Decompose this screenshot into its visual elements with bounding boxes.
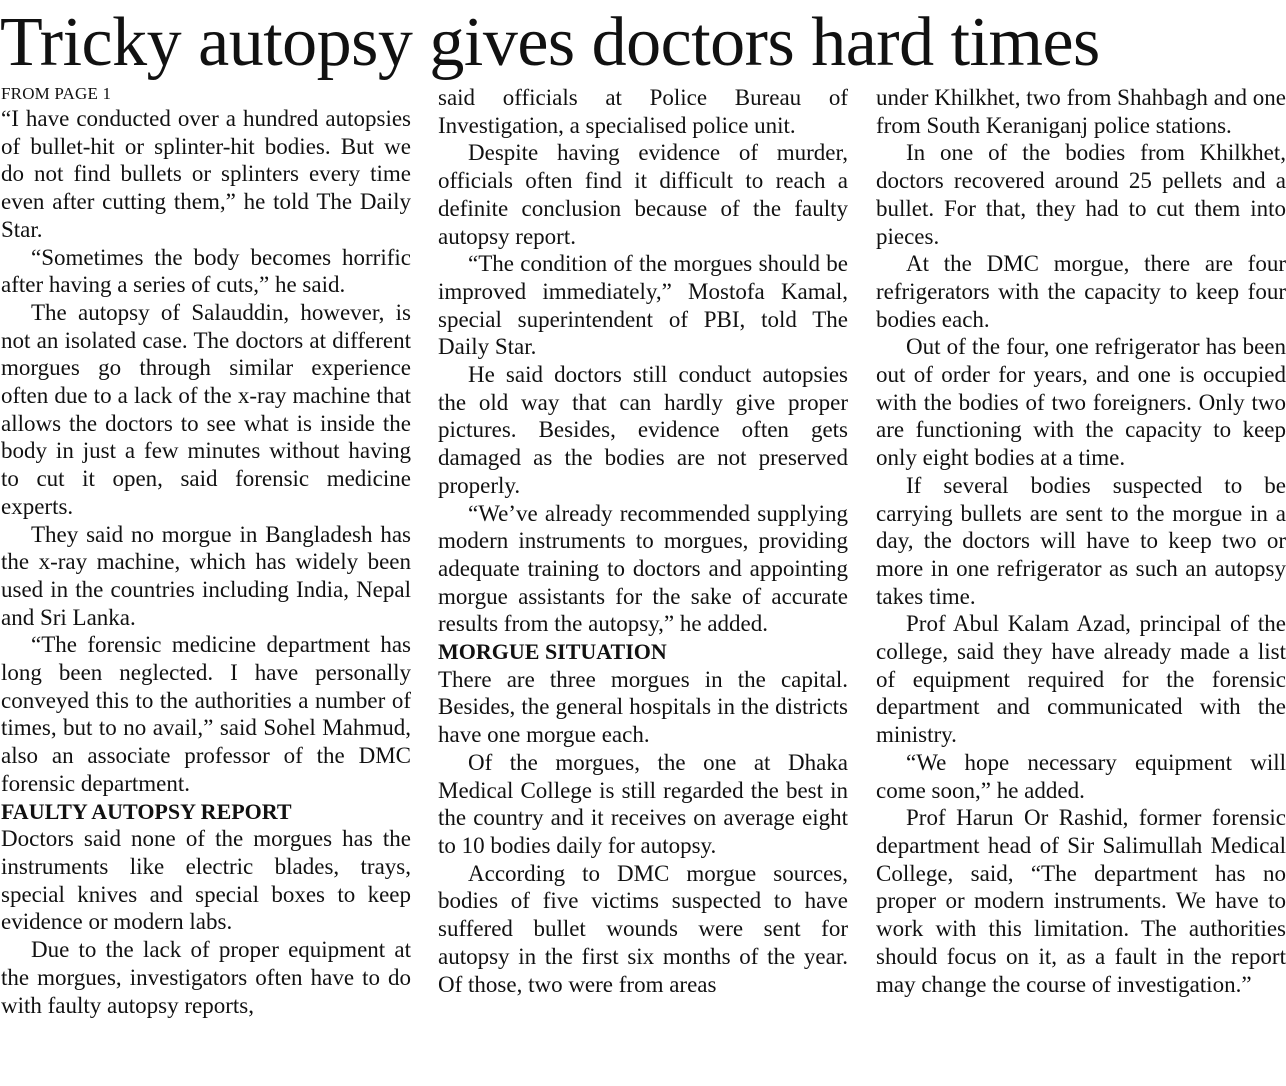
paragraph: He said doctors still conduct autopsies the old way that can hardly give proper pictures. Besides, evidence often gets damaged as the bodies are not preserved properly. xyxy=(438,362,848,498)
paragraph: Prof Harun Or Rashid, former forensic department head of Sir Salimullah Medical College, said, “The department has no proper or modern instruments. We have to work with this limitation. The authorities should focus on it, as a fault in the report may change the course of investigation.” xyxy=(876,805,1286,997)
paragraph: “The forensic medicine department has long been neglected. I have personally conveyed this to the authorities a number of times, but to no avail,” said Sohel Mahmud, also an associate professor of the DMC forensic department. xyxy=(1,632,411,796)
paragraph: Despite having evidence of murder, officials often find it difficult to reach a definite conclusion because of the faulty autopsy report. xyxy=(438,140,848,249)
paragraph: At the DMC morgue, there are four refrigerators with the capacity to keep four bodies each. xyxy=(876,251,1286,332)
subhead-morgue-situation: MORGUE SITUATION xyxy=(438,639,667,665)
paragraph: Prof Abul Kalam Azad, principal of the college, said they have already made a list of equipment required for the forensic department and communicated with the ministry. xyxy=(876,611,1286,748)
paragraph: “We hope necessary equipment will come soon,” he added. xyxy=(876,749,1286,803)
paragraph: “I have conducted over a hundred autopsies of bullet-hit or splinter-hit bodies. But we do not find bullets or splinters every time even after cutting them,” he told The Daily Star. xyxy=(1,106,411,242)
subhead-faulty-autopsy-report: FAULTY AUTOPSY REPORT xyxy=(1,798,292,824)
paragraph: “We’ve already recommended supplying modern instruments to morgues, providing adequate training to doctors and appointing morgue assistants for the sake of accurate results from the autopsy,” he added. xyxy=(438,500,848,637)
article-column-1 xyxy=(1,84,411,1084)
paragraph: If several bodies suspected to be carrying bullets are sent to the morgue in a day, the doctors will have to keep two or more in one refrigerator as such an autopsy takes time. xyxy=(876,472,1286,609)
paragraph: In one of the bodies from Khilkhet, doctors recovered around 25 pellets and a bullet. For that, they had to cut them into pieces. xyxy=(876,140,1286,249)
paragraph: said officials at Police Bureau of Investigation, a specialised police unit. xyxy=(438,85,848,138)
headline: Tricky autopsy gives doctors hard times xyxy=(0,4,1100,81)
jump-line: FROM PAGE 1 xyxy=(1,84,112,103)
paragraph: “Sometimes the body becomes horrific after having a series of cuts,” he said. xyxy=(1,244,411,298)
paragraph: They said no morgue in Bangladesh has the x-ray machine, which has widely been used in the countries including India, Nepal and Sri Lanka. xyxy=(1,521,411,630)
paragraph: Doctors said none of the morgues has the instruments like electric blades, trays, special knives and special boxes to keep evidence or modern labs. xyxy=(1,826,411,935)
paragraph: under Khilkhet, two from Shahbagh and one from South Keraniganj police stations. xyxy=(876,85,1286,138)
paragraph: According to DMC morgue sources, bodies of five victims suspected to have suffered bullet wounds were sent for autopsy in the first six months of the year. Of those, two were from areas xyxy=(438,860,848,997)
paragraph: The autopsy of Salauddin, however, is not an isolated case. The doctors at different morgues go through similar experience often due to a lack of the x-ray machine that allows the doctors to see what is inside the body in just a few minutes without having to cut it open, said forensic medicine experts. xyxy=(1,299,411,519)
paragraph: “The condition of the morgues should be improved immediately,” Mostofa Kamal, special superintendent of PBI, told The Daily Star. xyxy=(438,251,848,360)
paragraph: Due to the lack of proper equipment at the morgues, investigators often have to do with faulty autopsy reports, xyxy=(1,937,411,1018)
paragraph: Of the morgues, the one at Dhaka Medical College is still regarded the best in the country and it receives on average eight to 10 bodies daily for autopsy. xyxy=(438,749,848,858)
paragraph: There are three morgues in the capital. Besides, the general hospitals in the districts have one morgue each. xyxy=(438,666,848,748)
article-column-2 xyxy=(438,84,848,1084)
article-column-3 xyxy=(876,84,1286,1084)
paragraph: Out of the four, one refrigerator has been out of order for years, and one is occupied with the bodies of two foreigners. Only two are functioning with the capacity to keep only eight bodies at a time. xyxy=(876,334,1286,471)
